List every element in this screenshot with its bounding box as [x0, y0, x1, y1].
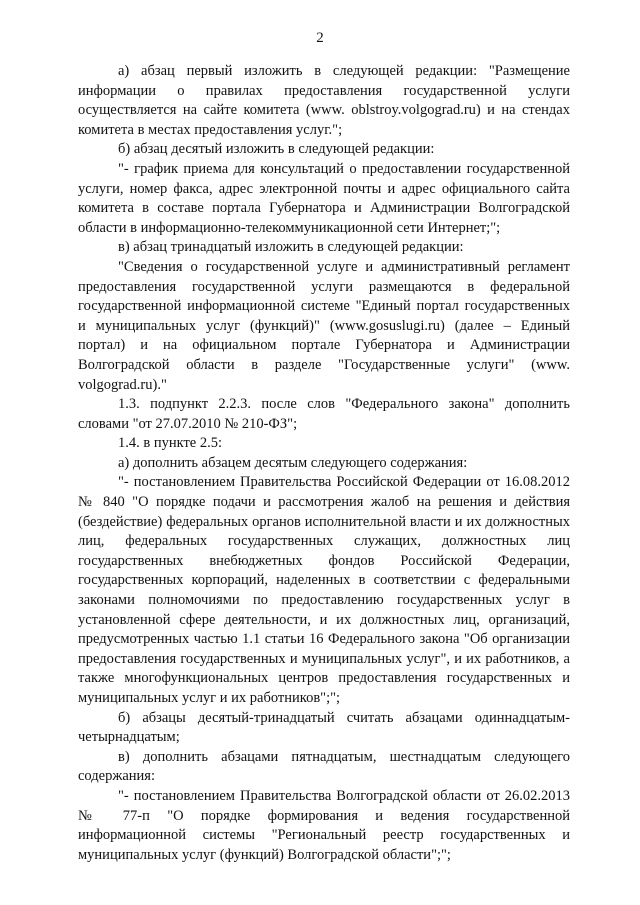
- paragraph-item-b-renumber: б) абзацы десятый-тринадцатый считать абзацами одиннадцатым-четырнадцатым;: [78, 709, 570, 746]
- paragraph-schedule-quote: "- график приема для консультаций о предоставлении государственной услуги, номер факса, адрес электронной почты и адрес официального сайта комитета в составе портала Губернатора и Администрации Волгоградской области в информационно-телекоммуникационной сети Интернет;";: [78, 160, 570, 236]
- paragraph-item-v-thirteenth: в) абзац тринадцатый изложить в следующей редакции:: [118, 239, 464, 256]
- paragraph-item-a-add-tenth: а) дополнить абзацем десятым следующего содержания:: [118, 454, 468, 471]
- paragraph-item-a-first: а) абзац первый изложить в следующей редакции: "Размещение информации о правилах предоставления государственной услуги осуществляется на сайте комитета (www. oblstroy.volgograd.ru) и на стендах комитета в местах предоставления услуг.";: [78, 63, 570, 138]
- document-body: [78, 62, 570, 865]
- paragraph-1-3: 1.3. подпункт 2.2.3. после слов "Федерального закона" дополнить словами "от 27.07.2010 № 210-ФЗ";: [78, 396, 570, 432]
- paragraph-1-4: 1.4. в пункте 2.5:: [118, 435, 223, 452]
- page-number: 2: [316, 30, 324, 46]
- paragraph-item-v-add: в) дополнить абзацами пятнадцатым, шестнадцатым следующего содержания:: [78, 748, 570, 785]
- paragraph-resolution-840-quote: "- постановлением Правительства Российской Федерации от 16.08.2012 № 840 "О порядке подачи и рассмотрения жалоб на решения и действия (бездействие) федеральных органов исполнительной власти и их должностных лиц, федеральных государственных служащих, должностных лиц государственных внебюджетных фондов Российской Федерации, государственных корпораций, наделенных в соответствии с федеральными законами полномочиями по предоставлению государственных услуг в установленной сфере деятельности, и их должностных лиц, организаций, предусмотренных частью 1.1 статьи 16 Федерального закона "Об организации предоставления государственных и муниципальных услуг", и их работников, а также многофункциональных центров предоставления государственных и муниципальных услуг и их работников";";: [78, 474, 570, 706]
- paragraph-resolution-77p-quote: "- постановлением Правительства Волгоградской области от 26.02.2013 № 77-п "О порядке формирования и ведения государственной информационной системы "Региональный реестр государственных и муниципальных услуг (функций) Волгоградской области";";: [78, 787, 570, 863]
- paragraph-service-info-quote: "Сведения о государственной услуге и административный регламент предоставления государственной услуги размещаются в федеральной государственной информационной системе "Единый портал государственных и муниципальных услуг (функций)" (www.gosuslugi.ru) (далее – Единый портал) и на официальном портале Губернатора и Администрации Волгоградской области в разделе "Государственные услуги" (www. volgograd.ru).": [78, 258, 570, 393]
- paragraph-item-b-tenth: б) абзац десятый изложить в следующей редакции:: [118, 141, 435, 158]
